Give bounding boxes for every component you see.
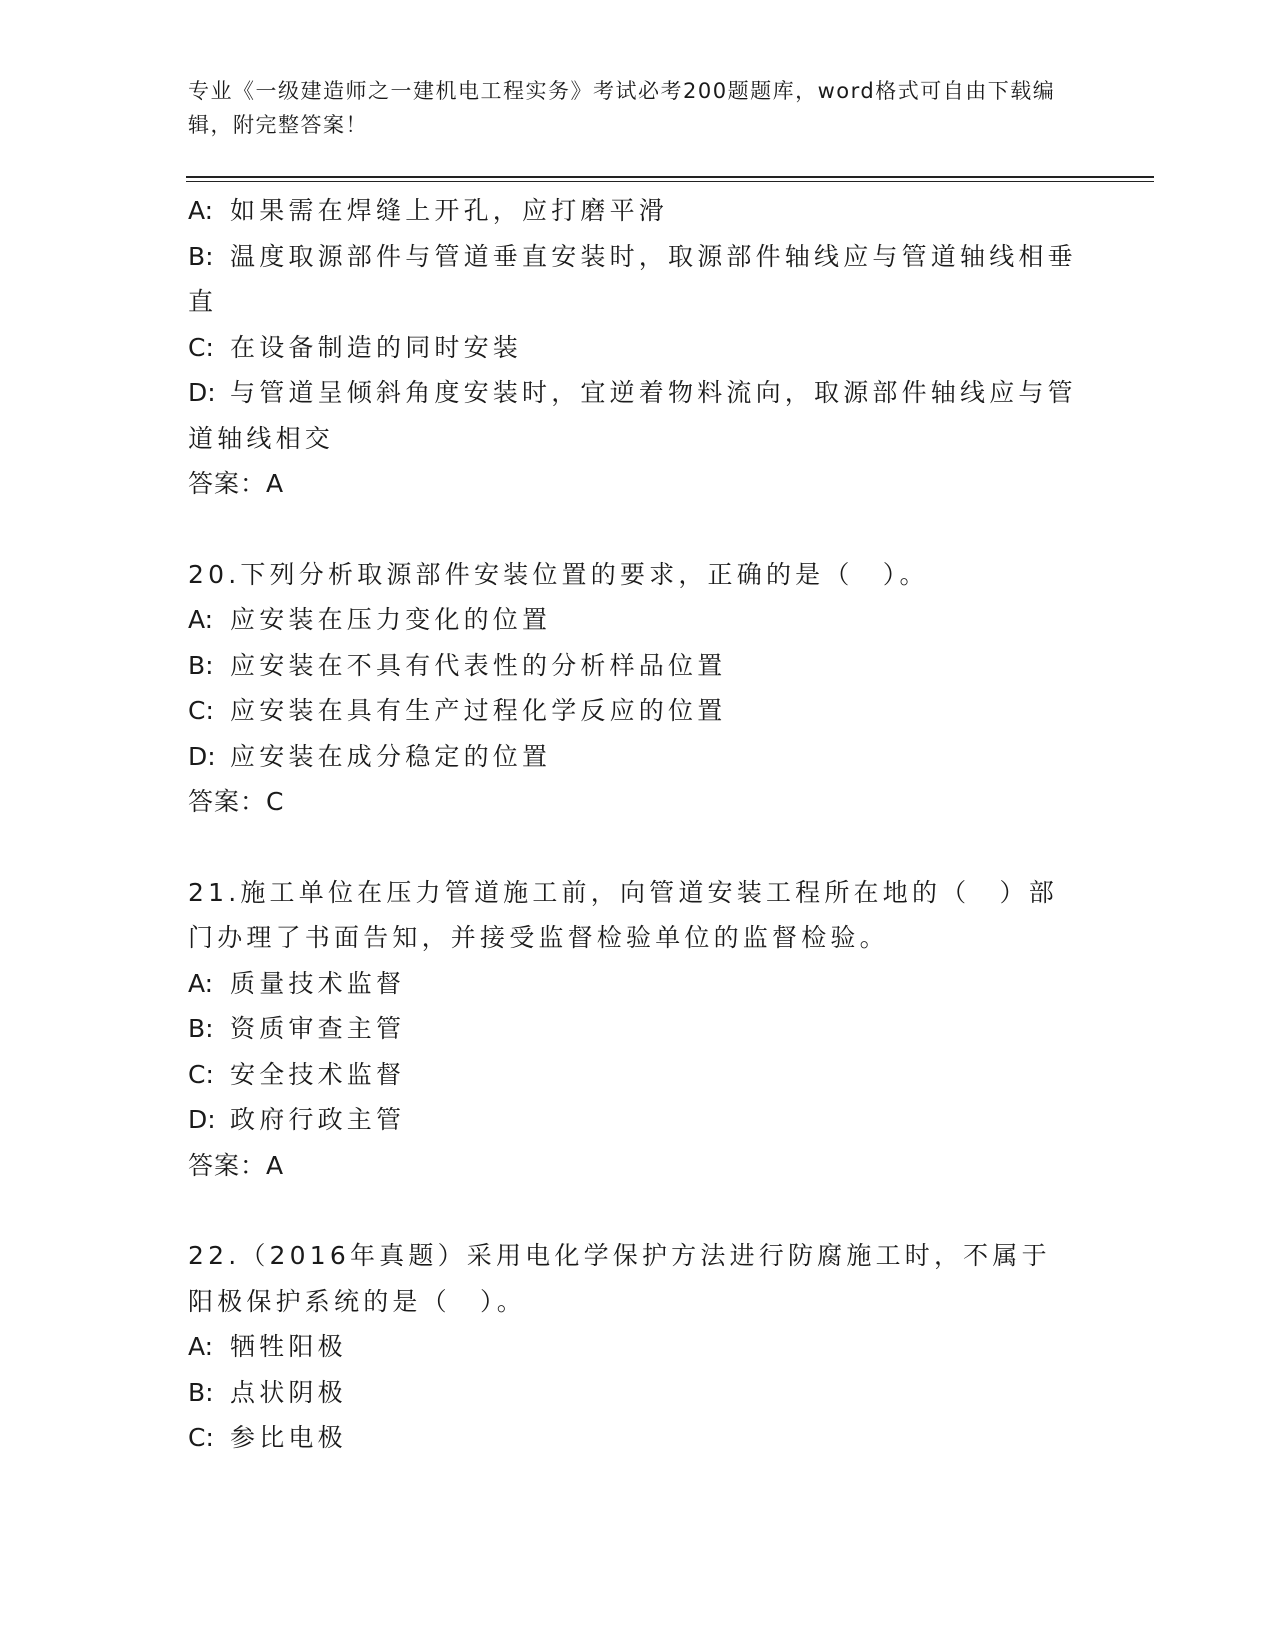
- option-text: 资质审查主管: [230, 1014, 406, 1043]
- option-key: A:: [188, 605, 214, 634]
- question-22: [188, 1233, 1078, 1461]
- option-key: C:: [188, 696, 214, 725]
- option-key: B:: [188, 650, 214, 680]
- option-text: 安全技术监督: [230, 1059, 406, 1089]
- option-key: C:: [188, 1423, 214, 1452]
- option-a: [188, 961, 1078, 1007]
- option-b: [188, 1370, 1078, 1416]
- option-b: [188, 643, 1078, 689]
- option-c: [188, 325, 1078, 371]
- option-b: [188, 1006, 1078, 1052]
- spacer: [188, 825, 1078, 870]
- option-text: 如果需在焊缝上开孔，应打磨平滑: [230, 196, 669, 225]
- spacer: [188, 1188, 1078, 1233]
- question-stem: 22.（2016年真题）采用电化学保护方法进行防腐施工时，不属于阳极保护系统的是（ ）。: [188, 1241, 1051, 1316]
- question-21: [188, 870, 1078, 1189]
- option-text: 在设备制造的同时安装: [230, 332, 523, 362]
- header-rule-thick: [186, 176, 1154, 178]
- page-header: [188, 74, 1068, 142]
- option-key: B:: [188, 1014, 214, 1043]
- option-key: A:: [188, 196, 214, 225]
- option-d: [188, 370, 1078, 461]
- answer-line: 答案：C: [188, 787, 285, 816]
- option-d: [188, 1097, 1078, 1143]
- option-c: [188, 1052, 1078, 1098]
- option-b: [188, 234, 1078, 325]
- spacer: [188, 507, 1078, 552]
- option-text: 温度取源部件与管道垂直安装时，取源部件轴线应与管道轴线相垂直: [188, 241, 1077, 316]
- option-key: A:: [188, 968, 214, 998]
- question-19-continuation: [188, 188, 1078, 507]
- option-a: [188, 597, 1078, 643]
- question-stem: 20.下列分析取源部件安装位置的要求，正确的是（ ）。: [188, 559, 929, 589]
- option-text: 牺牲阳极: [230, 1332, 347, 1361]
- option-text: 应安装在压力变化的位置: [230, 605, 552, 634]
- option-text: 应安装在不具有代表性的分析样品位置: [230, 650, 727, 680]
- option-text: 质量技术监督: [230, 968, 406, 998]
- option-key: D:: [188, 741, 216, 771]
- option-a: [188, 1324, 1078, 1370]
- option-text: 应安装在具有生产过程化学反应的位置: [230, 696, 727, 725]
- question-stem: 21.施工单位在压力管道施工前，向管道安装工程所在地的（ ）部门办理了书面告知，并接受监督检验单位的监督检验。: [188, 877, 1058, 952]
- answer-line: 答案：A: [188, 1150, 285, 1180]
- option-key: A:: [188, 1332, 214, 1361]
- option-text: 政府行政主管: [230, 1105, 406, 1134]
- header-rule-thin: [186, 181, 1154, 182]
- option-key: D:: [188, 1105, 216, 1134]
- option-text: 应安装在成分稳定的位置: [230, 741, 552, 771]
- question-20: [188, 552, 1078, 825]
- option-text: 与管道呈倾斜角度安装时，宜逆着物料流向，取源部件轴线应与管道轴线相交: [188, 378, 1077, 453]
- option-key: C:: [188, 332, 214, 362]
- option-key: D:: [188, 378, 216, 407]
- option-text: 参比电极: [230, 1423, 347, 1452]
- option-key: C:: [188, 1059, 214, 1089]
- option-key: B:: [188, 241, 214, 271]
- option-key: B:: [188, 1377, 214, 1407]
- option-d: [188, 734, 1078, 780]
- answer-line: 答案：A: [188, 469, 285, 498]
- option-c: [188, 688, 1078, 734]
- option-c: [188, 1415, 1078, 1461]
- option-text: 点状阴极: [230, 1377, 347, 1407]
- option-a: [188, 188, 1078, 234]
- question-content: [188, 188, 1078, 1461]
- header-title: 专业《一级建造师之一建机电工程实务》考试必考200题题库，word格式可自由下载编辑，附完整答案！: [188, 79, 1056, 137]
